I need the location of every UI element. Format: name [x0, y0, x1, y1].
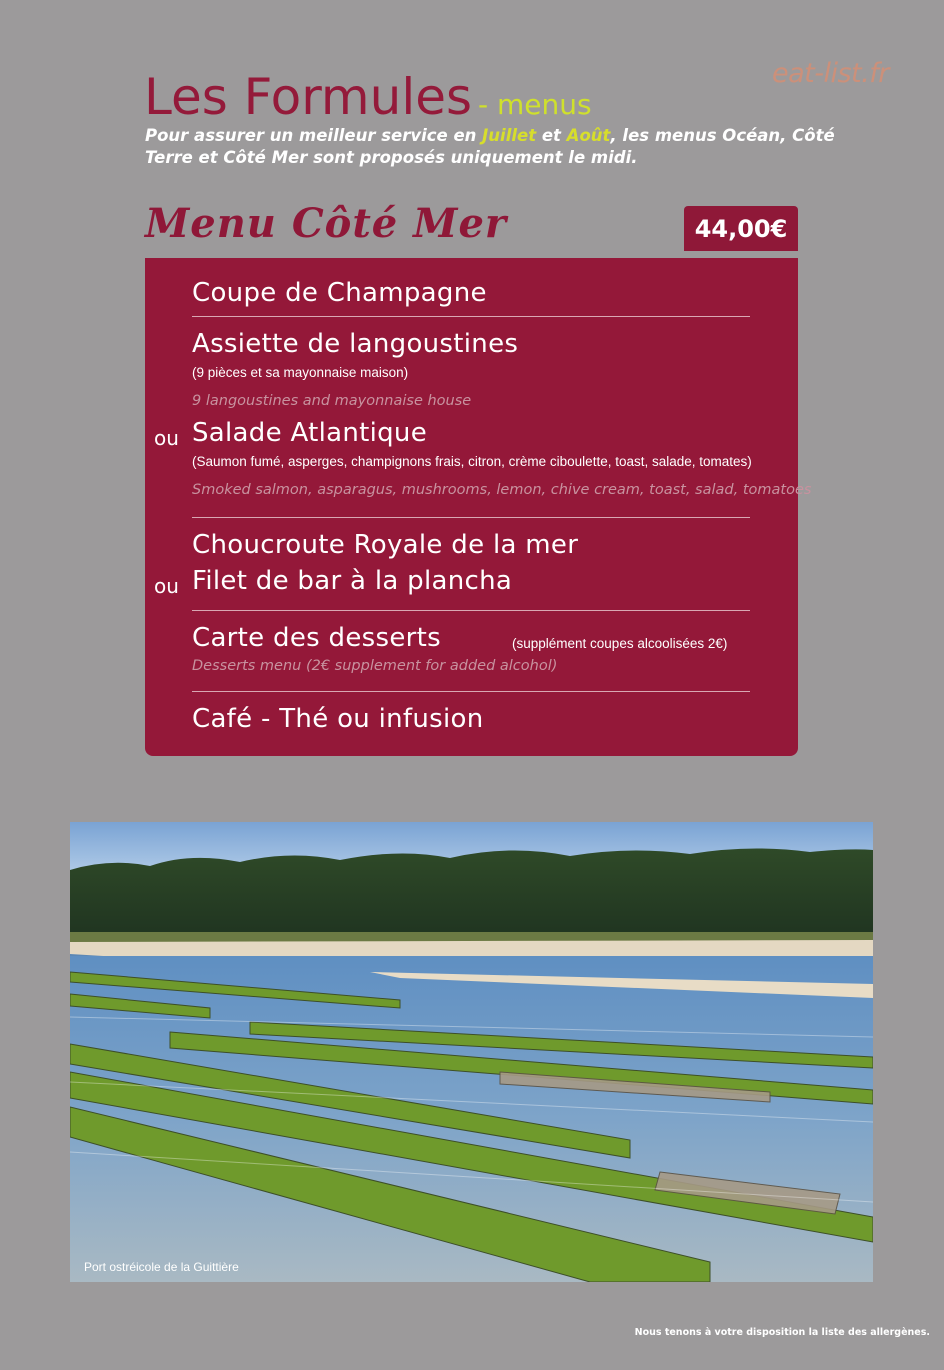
title-text: Les Formules — [144, 68, 473, 126]
divider — [192, 316, 750, 317]
dish-salade-atlantique: Salade Atlantique — [192, 418, 428, 448]
divider — [192, 517, 750, 518]
dish-langoustines: Assiette de langoustines — [192, 329, 519, 359]
menu-name: Menu Côté Mer — [145, 200, 507, 247]
menu-card — [145, 258, 812, 756]
page-title — [144, 68, 592, 126]
price-badge: 44,00€ — [684, 206, 798, 251]
or-label: ou — [154, 574, 179, 598]
dish-salade-english: Smoked salmon, asparagus, mushrooms, lemon, chive cream, toast, salad, tomatoes — [192, 482, 812, 498]
dish-langoustines-detail: (9 pièces et sa mayonnaise maison) — [192, 365, 409, 380]
dish-choucroute: Choucroute Royale de la mer — [192, 530, 579, 560]
divider — [192, 610, 750, 611]
oyster-port-photo — [70, 822, 873, 1282]
watermark: eat-list.fr — [772, 58, 889, 89]
dish-desserts-english: Desserts menu (2€ supplement for added alcohol) — [192, 658, 558, 674]
or-label: ou — [154, 426, 179, 450]
dish-langoustines-english: 9 langoustines and mayonnaise house — [192, 393, 472, 409]
intro-month-july: Juillet — [482, 126, 537, 145]
photo-illustration — [70, 822, 873, 1282]
photo-caption: Port ostréicole de la Guittière — [84, 1260, 239, 1274]
allergen-note: Nous tenons à votre disposition la liste des allergènes. — [634, 1327, 930, 1338]
title-subtitle: - menus — [478, 88, 592, 121]
dish-filet-de-bar: Filet de bar à la plancha — [192, 566, 513, 596]
dish-desserts: Carte des desserts — [192, 623, 441, 653]
dish-champagne: Coupe de Champagne — [192, 278, 487, 308]
intro-part-c: , les menus Océan, Côté Terre et Côté Mer sont proposés uniquement le midi. — [145, 126, 835, 167]
dish-cafe: Café - Thé ou infusion — [192, 704, 484, 734]
intro-part-a: Pour assurer un meilleur service en — [145, 126, 483, 145]
dish-desserts-detail: (supplément coupes alcoolisées 2€) — [512, 636, 728, 651]
dish-salade-detail: (Saumon fumé, asperges, champignons frais, citron, crème ciboulette, toast, salade, tomates) — [192, 454, 752, 469]
intro-month-august: Août — [566, 126, 611, 145]
divider — [192, 691, 750, 692]
intro-text — [145, 125, 865, 169]
intro-part-b: et — [536, 126, 567, 145]
